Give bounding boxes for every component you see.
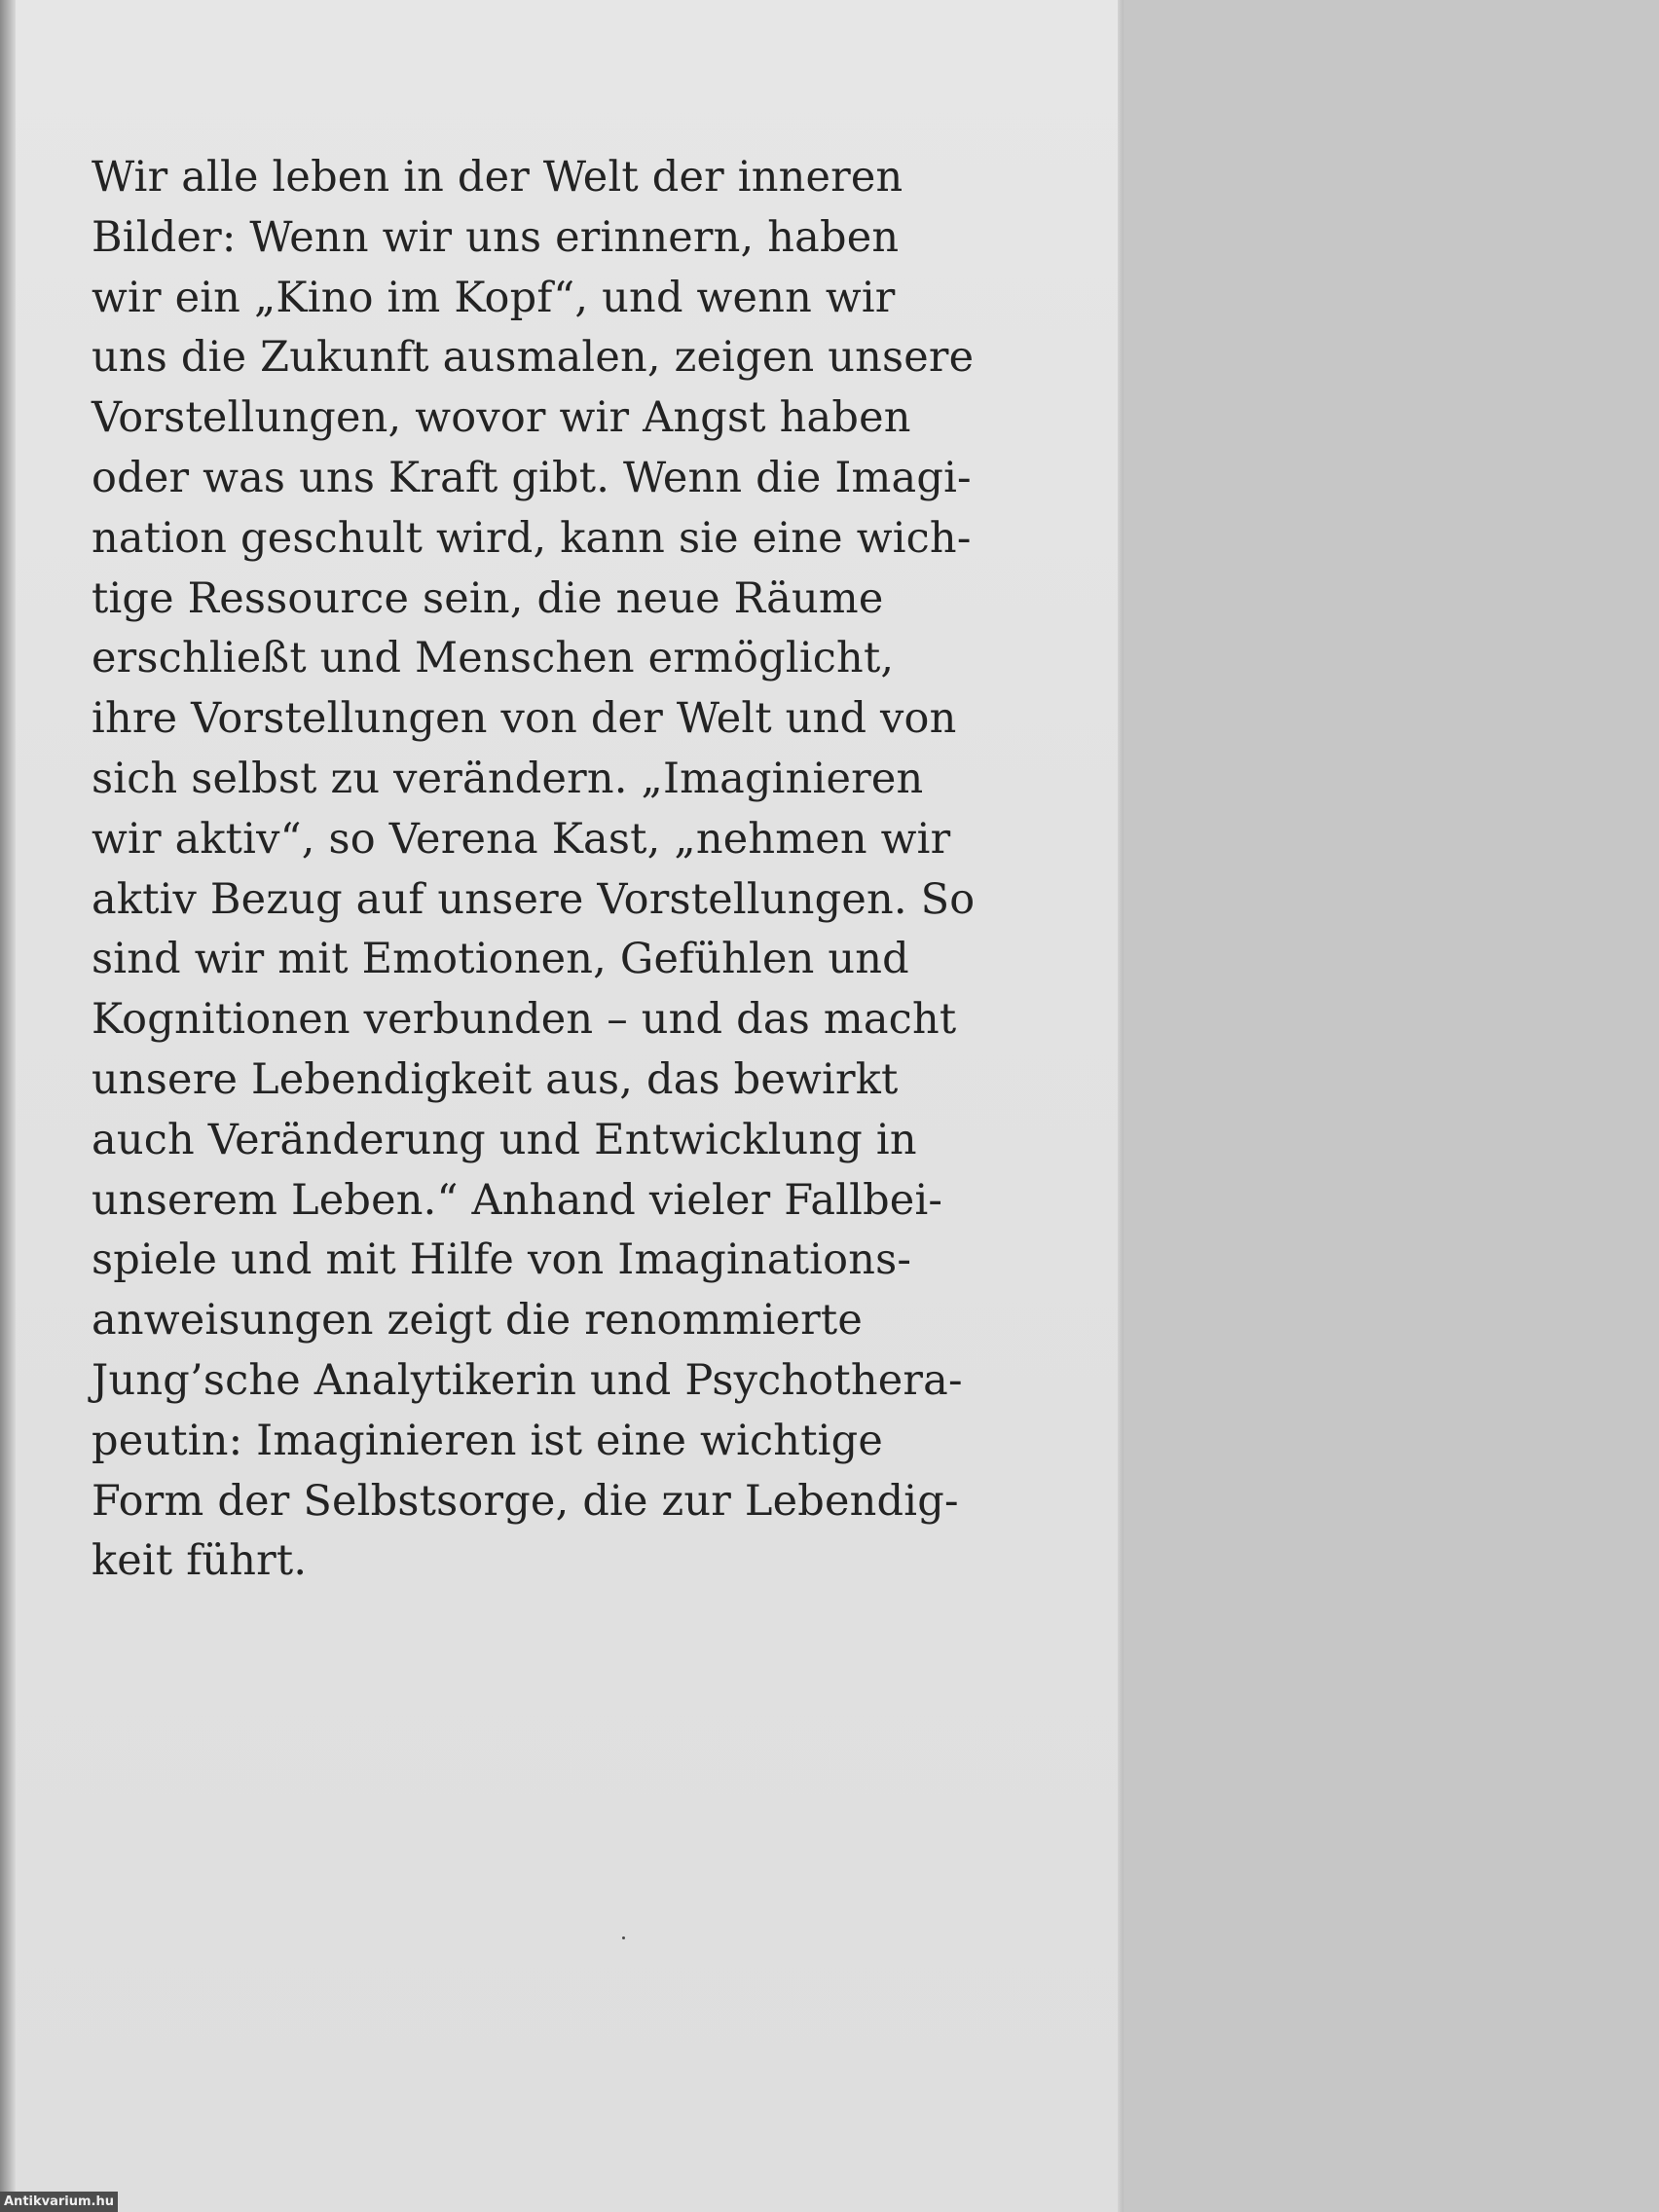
blurb-text [92, 148, 976, 1592]
blurb-line: sind wir mit Emotionen, Gefühlen und [92, 935, 909, 984]
blurb-line: ihre Vorstellungen von der Welt und von [92, 694, 957, 744]
blurb-line: Kognitionen verbunden – und das macht [92, 995, 957, 1045]
blurb-line: unsere Lebendigkeit aus, das bewirkt [92, 1054, 899, 1104]
blurb-line: uns die Zukunft ausmalen, zeigen unsere [92, 333, 975, 383]
blurb-line: spiele und mit Hilfe von Imaginations- [92, 1235, 912, 1285]
blurb-line: Form der Selbstsorge, die zur Lebendig- [92, 1476, 959, 1526]
blurb-line: erschließt und Menschen ermöglicht, [92, 634, 895, 683]
blurb-line: Wir alle leben in der Welt der inneren [92, 153, 903, 202]
blurb-line: nation geschult wird, kann sie eine wich- [92, 513, 972, 563]
blurb-line: Bilder: Wenn wir uns erinnern, haben [92, 212, 900, 262]
blurb-line: aktiv Bezug auf unsere Vorstellungen. So [92, 874, 976, 924]
background-board [1124, 0, 1659, 2212]
blurb-line: peutin: Imaginieren ist eine wichtige [92, 1416, 883, 1465]
blurb-line: keit führt. [92, 1536, 308, 1586]
binding-shadow [0, 0, 16, 2212]
blurb-line: Jung’sche Analytikerin und Psychothera- [92, 1355, 963, 1405]
blurb-line: unserem Leben.“ Anhand vieler Fallbei- [92, 1175, 943, 1225]
blurb-line: wir ein „Kino im Kopf“, und wenn wir [92, 273, 896, 322]
blurb-line: tige Ressource sein, die neue Räume [92, 573, 884, 623]
blurb-line: sich selbst zu verändern. „Imaginieren [92, 754, 924, 803]
watermark: Antikvarium.hu [0, 2192, 118, 2212]
blurb-line: wir aktiv“, so Verena Kast, „nehmen wir [92, 814, 951, 864]
blurb-line: auch Veränderung und Entwicklung in [92, 1115, 917, 1164]
speck [622, 1936, 625, 1939]
blurb-line: oder was uns Kraft gibt. Wenn die Imagi- [92, 453, 972, 502]
blurb-line: Vorstellungen, wovor wir Angst haben [92, 393, 911, 443]
blurb-line: anweisungen zeigt die renommierte [92, 1296, 864, 1346]
